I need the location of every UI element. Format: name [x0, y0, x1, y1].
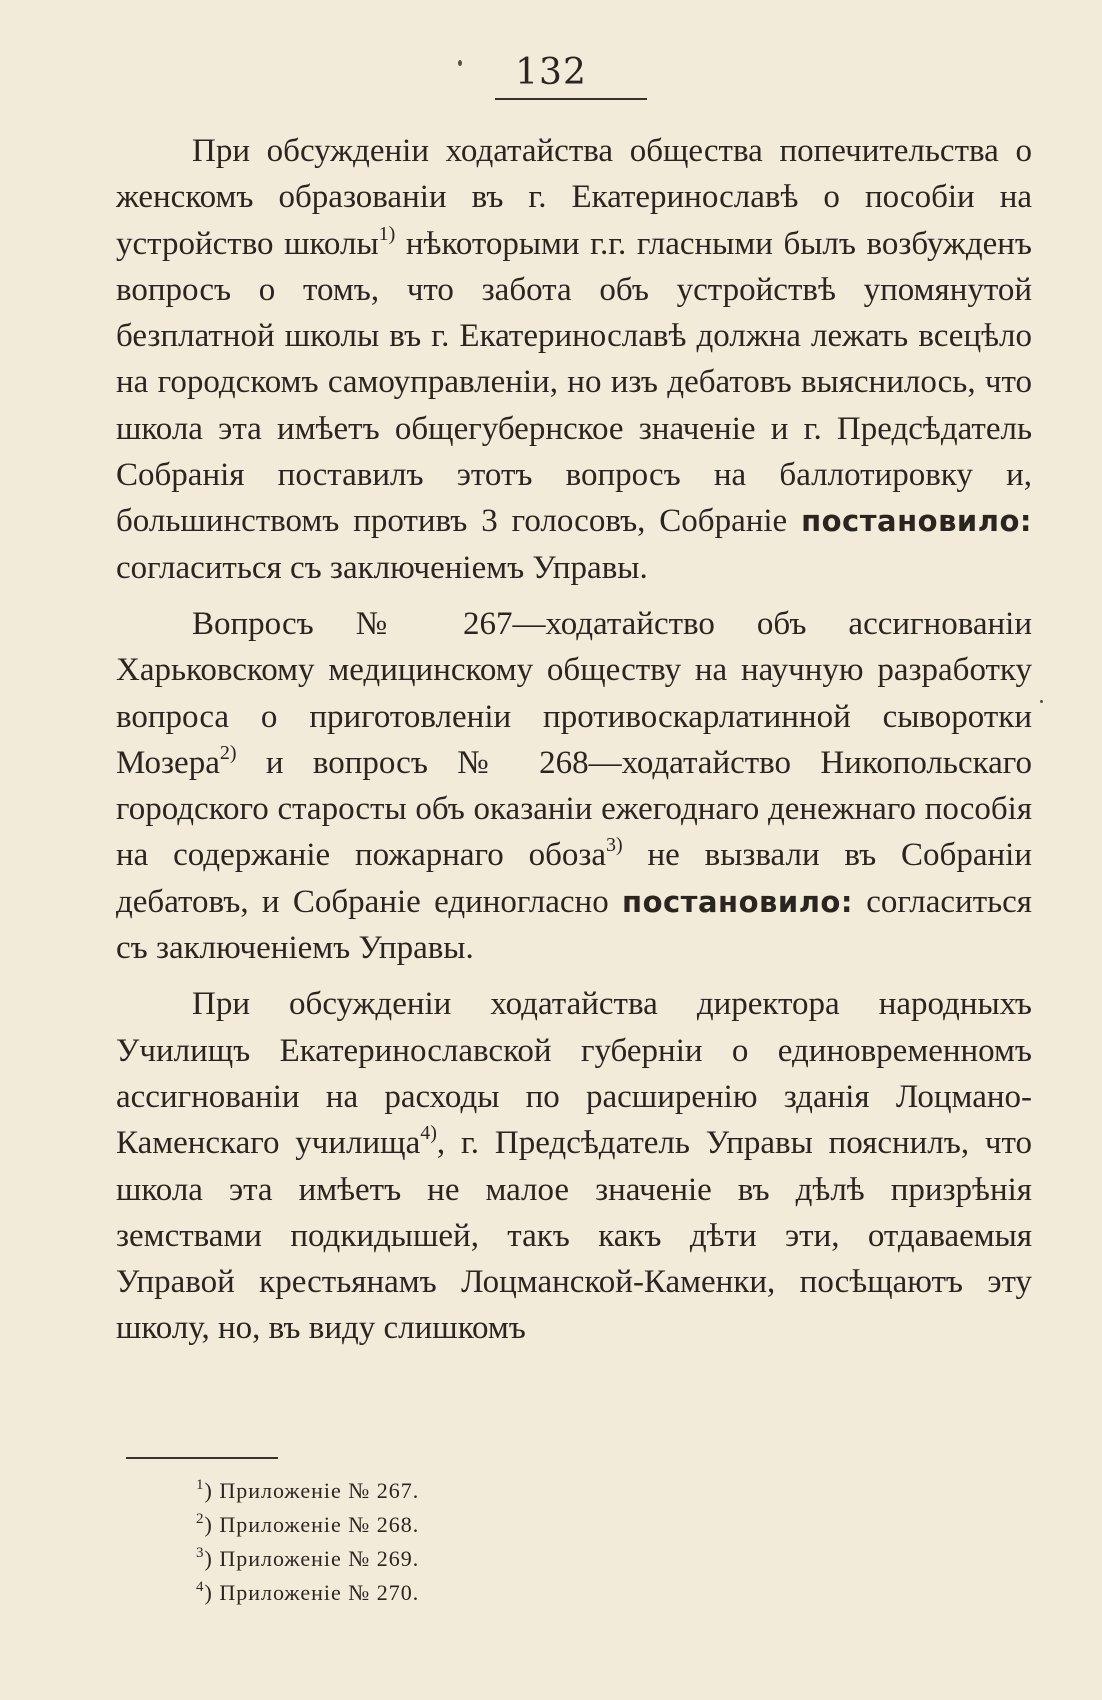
paragraph-3-text-cont: , г. Предсѣдатель Управы пояснилъ, что школа эта имѣетъ не малое значеніе въ дѣлѣ призрѣнія земствами подкидышей, такъ какъ дѣти эти, отдаваемыя Управой крестьянамъ Лоцманской-Каменки, посѣщаютъ эту школу, но, въ виду слишкомъ: [116, 1125, 1032, 1347]
paragraph-2: [116, 601, 1032, 971]
footnote-text: Приложеніе № 269.: [219, 1546, 420, 1571]
footnotes: [196, 1474, 796, 1610]
footnote-text: Приложеніе № 270.: [219, 1580, 420, 1605]
resolution-keyword: постановило:: [622, 884, 853, 919]
ink-speck: [1040, 700, 1043, 703]
footnote-ref-4: 4): [420, 1122, 437, 1145]
paragraph-2-text-cont: и вопросъ № 268—ходатайство Никопольскаго городского старосты объ оказаніи ежегоднаго денежнаго пособія на содержаніе пожарнаго обоза: [116, 744, 1032, 874]
footnote-mark: 3: [196, 1545, 205, 1561]
footnote-4: $^4$) Приложеніе № 270.: [196, 1579, 420, 1605]
footnote-mark: 1: [196, 1477, 205, 1493]
paragraph-1: [116, 128, 1032, 591]
paragraph-3: [116, 981, 1032, 1351]
footnote-rule: [126, 1457, 278, 1459]
paragraph-1-text: При обсужденіи ходатайства общества попечительства о женскомъ образованіи въ г. Екатеринославѣ о пособіи на устройство школы: [116, 133, 1032, 262]
paragraph-2-text: Вопросъ № 267—ходатайство объ ассигнованіи Харьковскому медицинскому обществу на научную разработку вопроса о приготовленіи противоскарлатинной сыворотки Мозера: [116, 605, 1032, 781]
paragraph-2-text-mid: не вызвали въ Собраніи дебатовъ, и Собраніе единогласно: [116, 837, 1032, 920]
header-rule: [495, 98, 647, 100]
footnote-ref-1: 1): [378, 222, 396, 245]
footnote-1: $^1$) Приложеніе № 267.: [196, 1477, 420, 1503]
body-text: [116, 128, 1032, 1362]
footnote-text: Приложеніе № 267.: [219, 1478, 420, 1503]
footnote-ref-2: 2): [219, 741, 237, 764]
footnote-ref-3: 3): [606, 834, 623, 857]
footnote-2: $^2$) Приложеніе № 268.: [196, 1511, 420, 1537]
paragraph-2-text-end: согласиться съ заключеніемъ Управы.: [116, 883, 1032, 967]
footnote-mark: 4: [196, 1579, 205, 1595]
footnote-3: $^3$) Приложеніе № 269.: [196, 1545, 420, 1571]
footnote-text: Приложеніе № 268.: [219, 1512, 420, 1537]
footnote-mark: 2: [196, 1511, 205, 1527]
page-number: 132: [515, 52, 587, 93]
ink-speck: [458, 60, 462, 66]
resolution-keyword: постановило:: [801, 504, 1032, 539]
paragraph-1-text-end: согласиться съ заключеніемъ Управы.: [116, 549, 648, 586]
paragraph-3-text: При обсужденіи ходатайства директора народныхъ Училищъ Екатеринославской губерніи о единовременномъ ассигнованіи на расходы по расширенію зданія Лоцмано-Каменскаго училища: [116, 986, 1032, 1162]
paragraph-1-text-cont: нѣкоторыми г.г. гласными былъ возбужденъ вопросъ о томъ, что забота объ устройствѣ упомянутой безплатной школы въ г. Екатеринославѣ должна лежать всецѣло на городскомъ самоуправленіи, но изъ дебатовъ выяснилось, что школа эта имѣетъ общегубернское значеніе и г. Предсѣдатель Собранія поставилъ этотъ вопросъ на баллотировку и, большинствомъ противъ 3 голосовъ, Собраніе: [116, 225, 1032, 540]
